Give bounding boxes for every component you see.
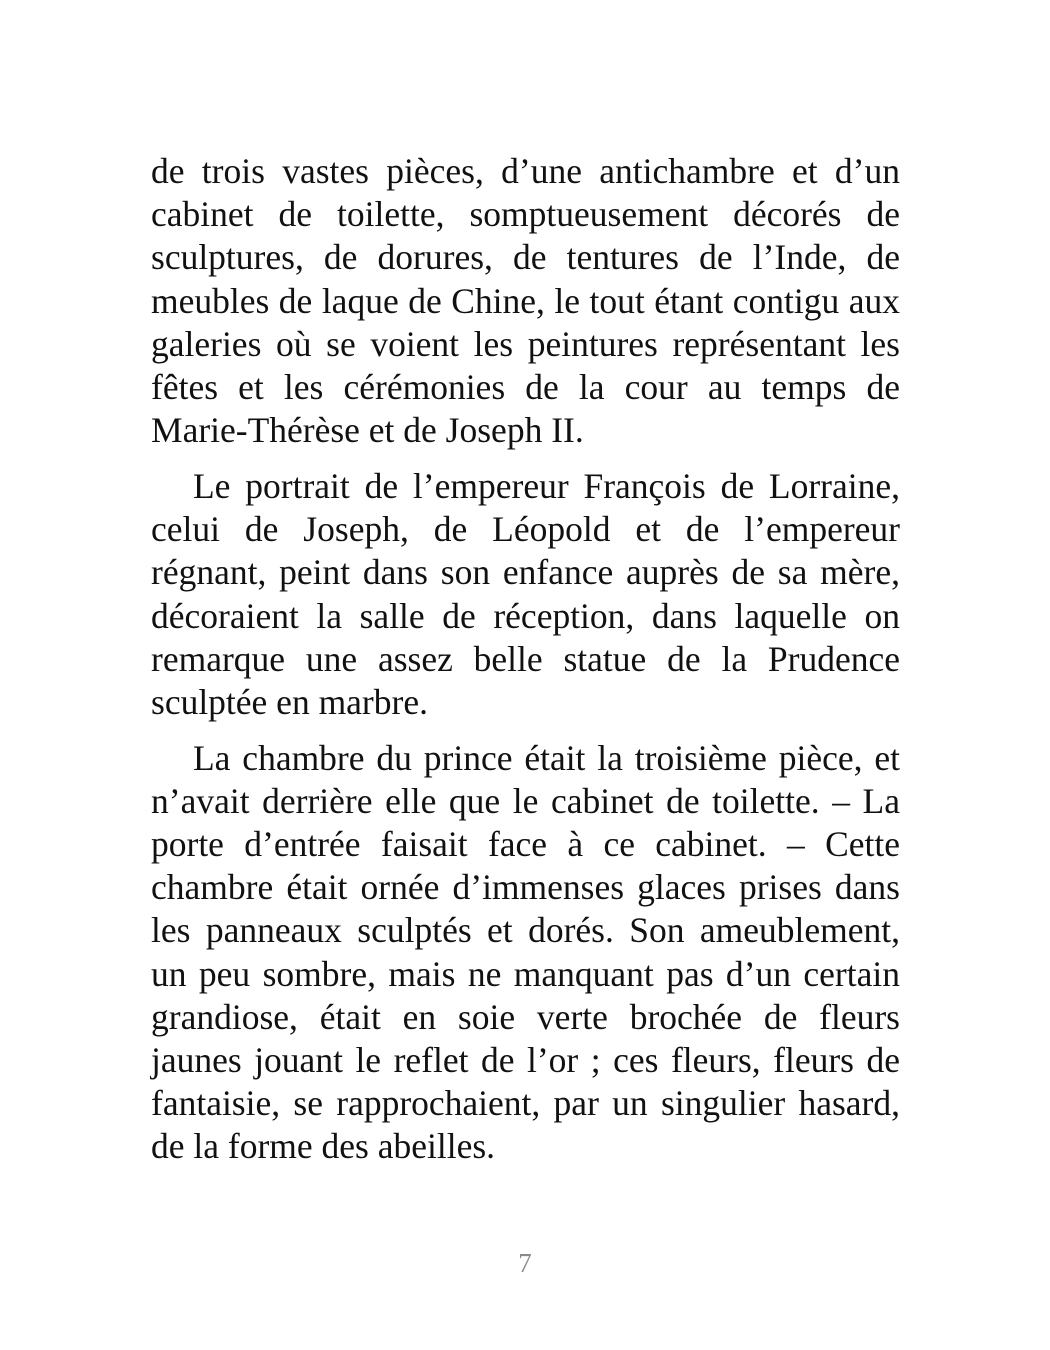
paragraph-3: La chambre du prince était la troisième pièce, et n’avait derrière elle que le cabinet de toilette. – La porte d’entrée faisait face à ce cabinet. – Cette chambre était ornée d’immenses glaces prises dans les panneaux sculptés et dorés. Son ameublement, un peu sombre, mais ne manquant pas d’un certain grandiose, était en soie verte brochée de fleurs jaunes jouant le reflet de l’or ; ces fleurs, fleurs de fantaisie, se rapprochaient, par un singulier hasard, de la forme des abeilles. [151, 737, 900, 1167]
page-number: 7 [518, 1248, 532, 1278]
paragraph-2: Le portrait de l’empereur François de Lorraine, celui de Joseph, de Léopold et de l’empereur régnant, peint dans son enfance auprès de sa mère, décoraient la salle de réception, dans laquelle on remarque une assez belle statue de la Prudence sculptée en marbre. [151, 465, 900, 722]
body-text [151, 150, 900, 1181]
paragraph-1: de trois vastes pièces, d’une antichambre et d’un cabinet de toilette, somptueusement décorés de sculptures, de dorures, de tentures de l’Inde, de meubles de laque de Chine, le tout étant contigu aux galeries où se voient les peintures représentant les fêtes et les cérémonies de la cour au temps de Marie-Thérèse et de Joseph II. [151, 151, 900, 451]
